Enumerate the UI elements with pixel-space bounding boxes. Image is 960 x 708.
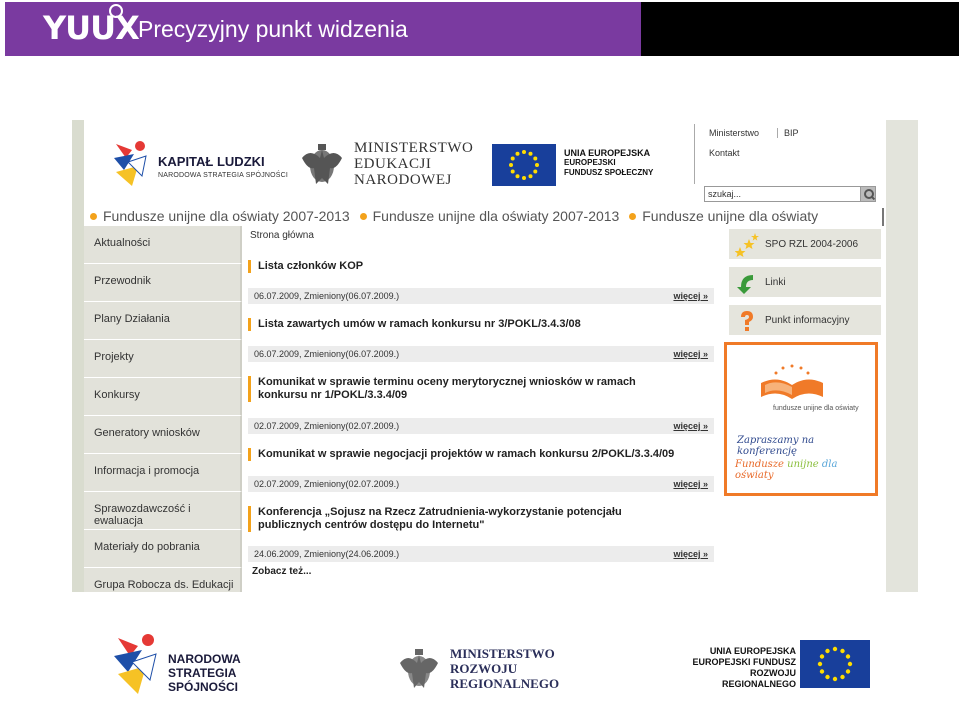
news-meta (248, 418, 714, 434)
sidebar-item-generatory[interactable] (84, 416, 242, 454)
star-logo-icon (112, 136, 150, 192)
sidebar-item-label: Informacja i promocja (94, 465, 200, 477)
spo-rzl-label: SPO RZL 2004-2006 (765, 239, 859, 250)
ticker-divider (882, 208, 884, 226)
news-meta (248, 546, 714, 562)
bullet-icon (629, 213, 636, 220)
links-button[interactable] (728, 266, 882, 298)
footer-nss-text: NARODOWA STRATEGIA SPÓJNOŚCI (168, 652, 241, 694)
link-contact[interactable]: Kontakt (709, 148, 740, 158)
link-bip[interactable]: BIP (777, 128, 799, 138)
more-link[interactable]: więcej » (673, 421, 708, 431)
top-links (694, 124, 884, 184)
left-gutter (72, 120, 84, 592)
header-purple-band (5, 2, 641, 56)
link-ministry[interactable]: Ministerstwo (709, 128, 760, 138)
sidebar-item-label: Materiały do pobrania (94, 541, 200, 553)
sidebar-nav (84, 226, 242, 592)
promo-script-text: Fundusze unijne dla oświaty (735, 459, 838, 481)
sidebar-item-aktualnosci[interactable] (84, 226, 242, 264)
sidebar-item-label: Konkursy (94, 389, 140, 401)
eu-line1: UNIA EUROPEJSKA (564, 148, 651, 158)
news-meta (248, 288, 714, 304)
open-book-icon (759, 363, 825, 403)
slide-header (5, 2, 959, 56)
bullet-icon (360, 213, 367, 220)
sidebar-item-przewodnik[interactable] (84, 264, 242, 302)
star-logo-icon (112, 628, 162, 700)
eu-flag-icon (492, 144, 556, 186)
more-link[interactable]: więcej » (673, 549, 708, 559)
slide-title: Precyzyjny punkt widzenia (138, 16, 408, 42)
breadcrumb[interactable]: Strona główna (250, 230, 314, 241)
sidebar-item-sprawozdawczosc[interactable] (84, 492, 242, 530)
sidebar-item-label: Generatory wniosków (94, 427, 200, 439)
sidebar-item-konkursy[interactable] (84, 378, 242, 416)
sidebar-item-label: Sprawozdawczość i ewaluacja (94, 503, 191, 527)
men-line3: NARODOWEJ (354, 172, 452, 188)
website-screenshot (72, 120, 918, 592)
spo-rzl-button[interactable] (728, 228, 882, 260)
more-link[interactable]: więcej » (673, 349, 708, 359)
eu-flag-icon (800, 640, 870, 688)
sidebar-item-label: Projekty (94, 351, 134, 363)
more-link[interactable]: więcej » (673, 479, 708, 489)
news-title[interactable]: Komunikat w sprawie terminu oceny merytorycznej wniosków w ramach konkursu nr 1/POKL/3.3.4/09 (248, 376, 714, 402)
ticker-item[interactable]: Fundusze unijne dla oświaty (642, 208, 819, 224)
info-point-label: Punkt informacyjny (765, 315, 850, 326)
sidebar-item-label: Grupa Robocza ds. Edukacji (94, 579, 234, 591)
footer-nss-logo (112, 628, 292, 700)
links-label: Linki (765, 277, 786, 288)
eu-line3: FUNDUSZ SPOŁECZNY (564, 168, 654, 177)
sidebar-item-label: Aktualności (94, 237, 151, 249)
news-date: 02.07.2009, Zmieniony(02.07.2009.) (254, 421, 400, 431)
eagle-emblem-icon (398, 646, 440, 694)
news-ticker[interactable] (84, 208, 886, 226)
footer-eu-text: UNIA EUROPEJSKA EUROPEJSKI FUNDUSZ ROZWOJU REGIONALNEGO (692, 646, 796, 689)
more-link[interactable]: więcej » (673, 291, 708, 301)
eu-esf-logo-text (564, 148, 653, 178)
news-date: 02.07.2009, Zmieniony(02.07.2009.) (254, 479, 400, 489)
green-arrow-icon (735, 271, 759, 295)
news-title[interactable]: Komunikat w sprawie negocjacji projektów w ramach konkursu 2/POKL/3.3.4/09 (248, 448, 714, 461)
see-also-heading: Zobacz też... (252, 566, 312, 577)
kapital-ludzki-logo[interactable] (112, 136, 292, 192)
sidebar-item-materialy[interactable] (84, 530, 242, 568)
news-meta (248, 346, 714, 362)
stars-icon (735, 233, 759, 257)
bullet-icon (90, 213, 97, 220)
sidebar-item-grupa-robocza[interactable] (84, 568, 242, 592)
yuux-logo: YUUX (43, 9, 139, 47)
eagle-emblem-icon (300, 140, 344, 190)
eu-line2: EUROPEJSKI (564, 158, 616, 167)
info-point-button[interactable] (728, 304, 882, 336)
search-icon[interactable] (860, 186, 876, 202)
logo-ring-icon (109, 4, 123, 18)
sidebar-item-informacja[interactable] (84, 454, 242, 492)
sidebar-item-projekty[interactable] (84, 340, 242, 378)
promo-brand-text: fundusze unijne dla oświaty (773, 405, 859, 412)
kapital-ludzki-subtitle: NARODOWA STRATEGIA SPÓJNOŚCI (158, 172, 289, 179)
promo-invitation: Zapraszamy na konferencję (737, 435, 815, 457)
sidebar-item-plany-dzialania[interactable] (84, 302, 242, 340)
news-date: 24.06.2009, Zmieniony(24.06.2009.) (254, 549, 400, 559)
search-input[interactable]: szukaj... (704, 186, 876, 202)
right-gutter (886, 120, 918, 592)
sidebar-item-label: Przewodnik (94, 275, 151, 287)
news-meta (248, 476, 714, 492)
conference-banner[interactable] (724, 342, 878, 496)
news-date: 06.07.2009, Zmieniony(06.07.2009.) (254, 349, 400, 359)
men-line2: EDUKACJI (354, 156, 432, 172)
ticker-item[interactable]: Fundusze unijne dla oświaty 2007-2013 (372, 208, 620, 224)
ticker-item[interactable]: Fundusze unijne dla oświaty 2007-2013 (103, 208, 350, 224)
footer-mrr-text: MINISTERSTWO ROZWOJU REGIONALNEGO (450, 646, 560, 691)
news-title[interactable]: Konferencja „Sojusz na Rzecz Zatrudnienia-wykorzystanie potencjału publicznych centrów dostępu do Internetu" (248, 506, 714, 532)
question-mark-icon (735, 309, 759, 333)
ministry-education-logo-text (354, 140, 473, 188)
kapital-ludzki-title: KAPITAŁ LUDZKI (158, 154, 265, 169)
news-date: 06.07.2009, Zmieniony(06.07.2009.) (254, 291, 400, 301)
men-line1: MINISTERSTWO (354, 140, 474, 156)
news-title[interactable]: Lista zawartych umów w ramach konkursu nr 3/POKL/3.4.3/08 (248, 318, 714, 331)
sidebar-item-label: Plany Działania (94, 313, 170, 325)
news-title[interactable]: Lista członków KOP (248, 260, 714, 273)
